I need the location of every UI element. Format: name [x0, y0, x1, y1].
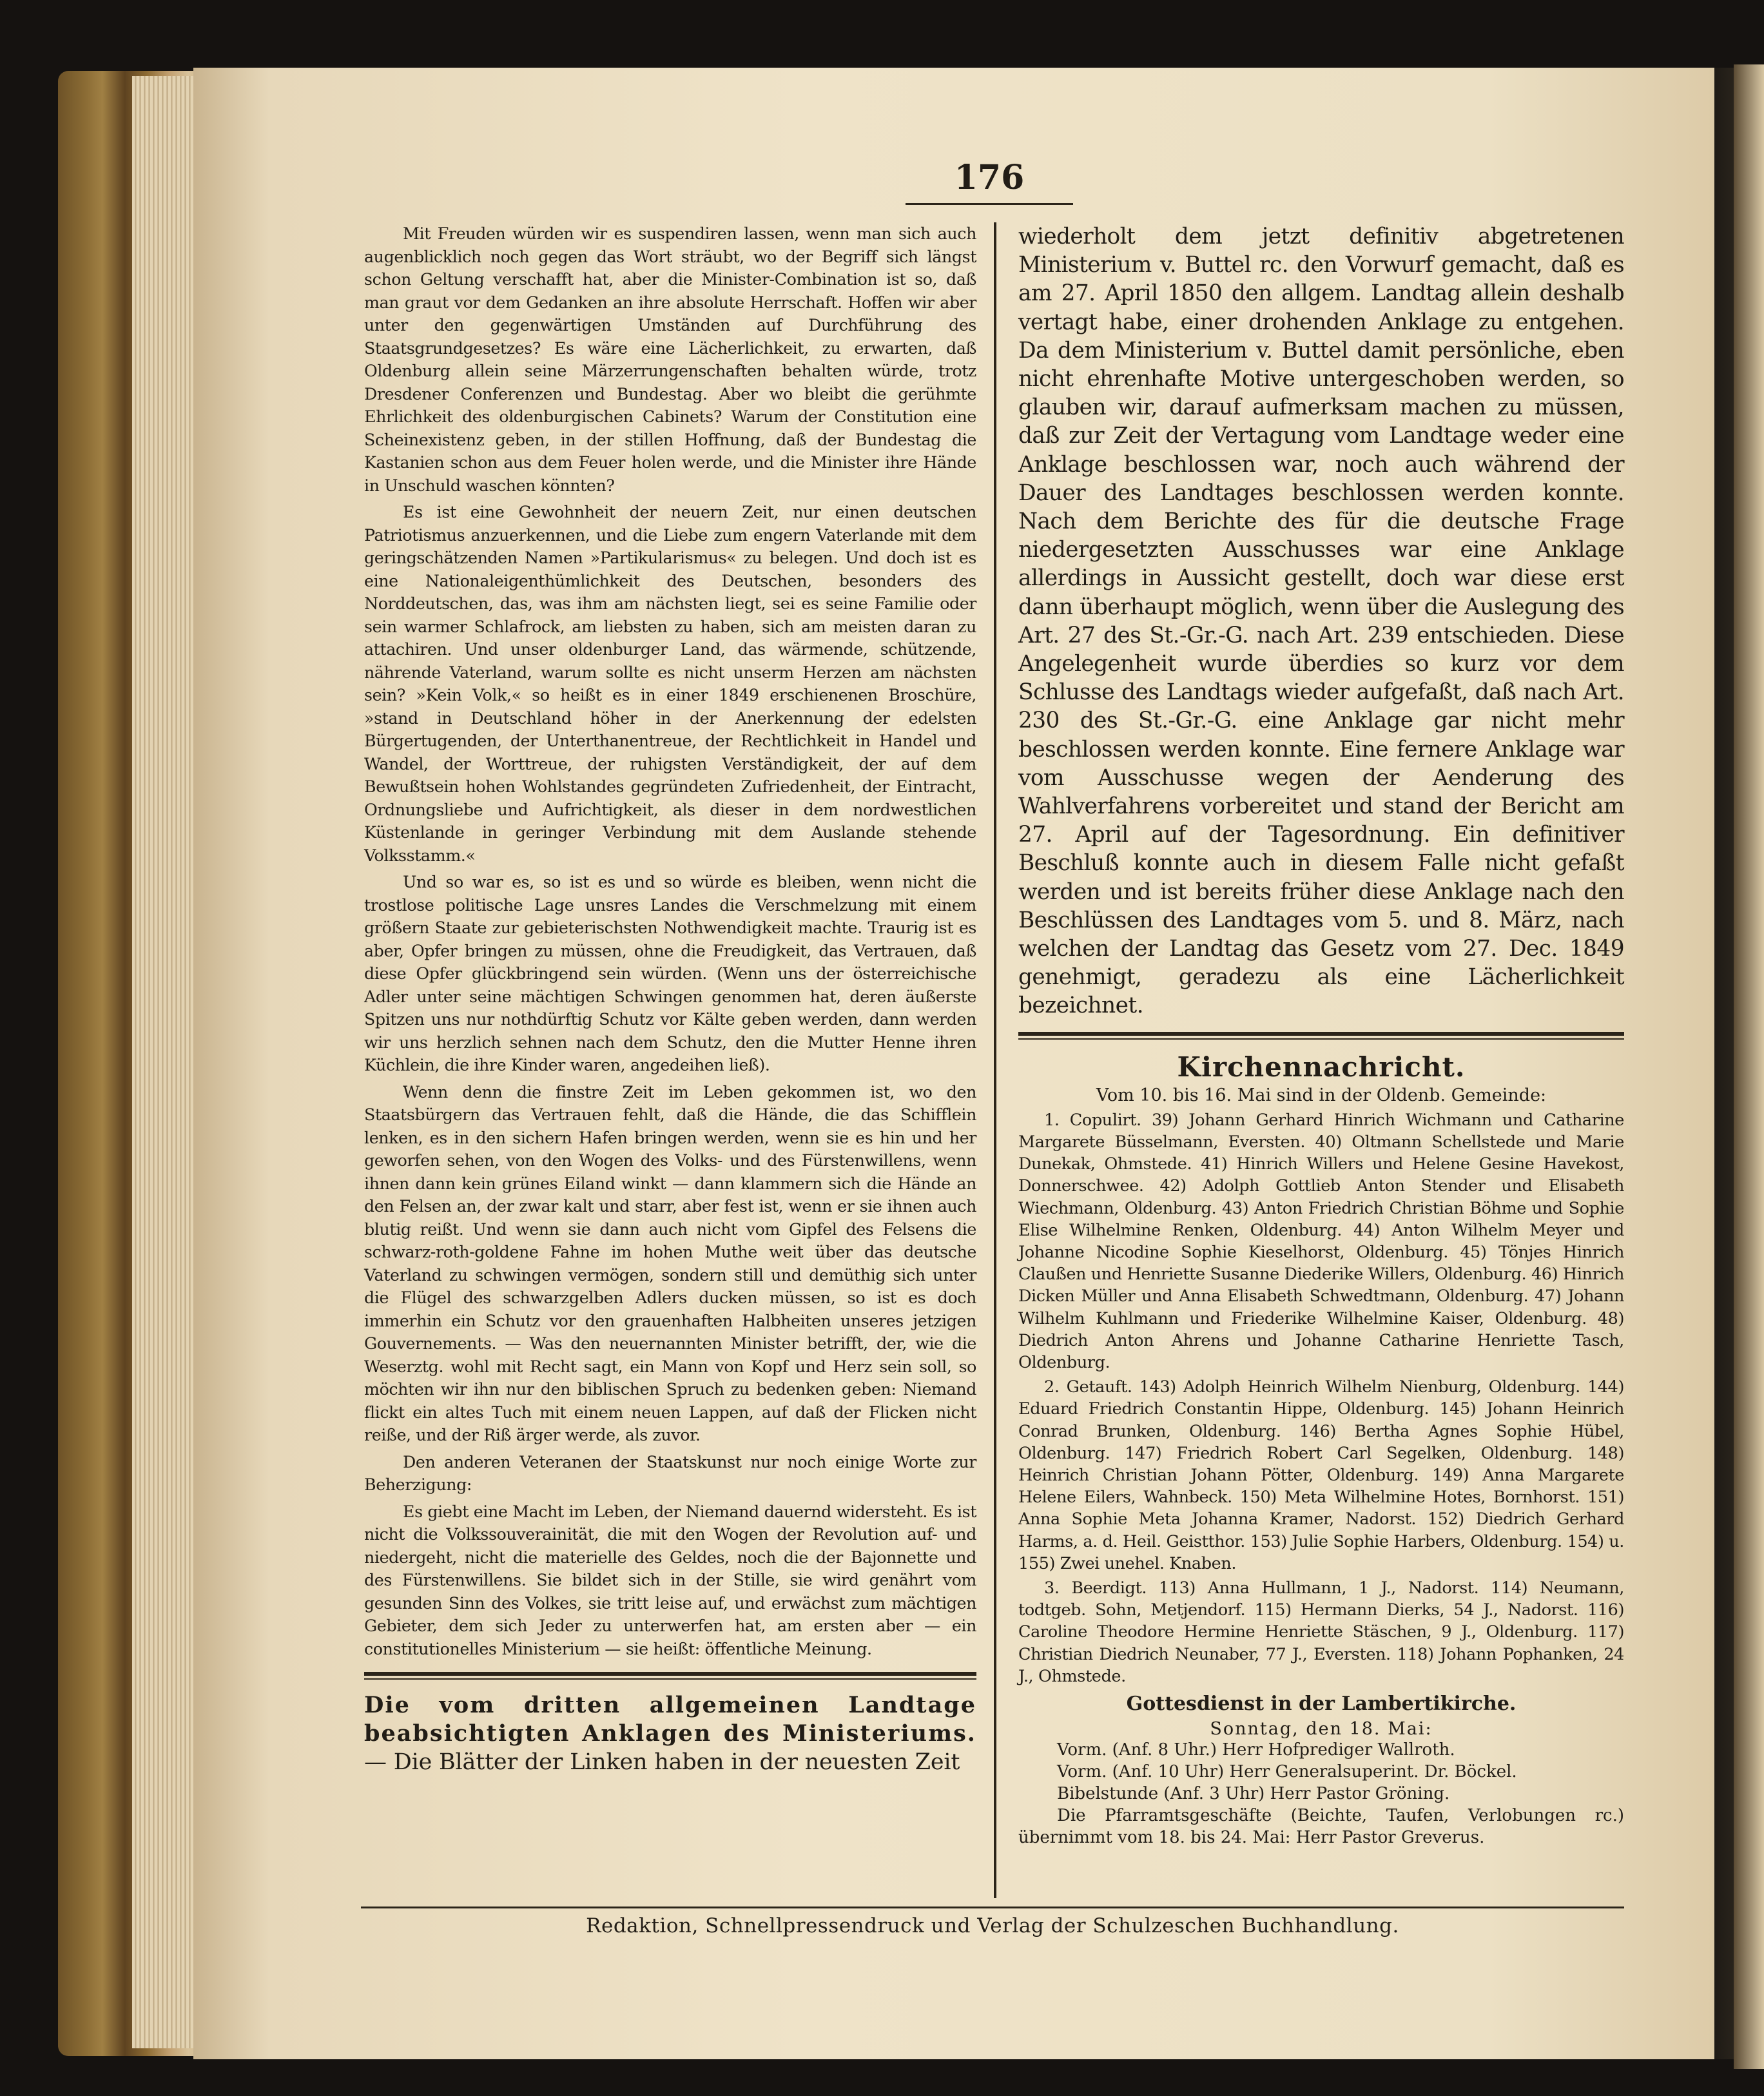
- article-headline: [364, 1691, 976, 1776]
- marriages-list: 1. Copulirt. 39) Johann Gerhard Hinrich Wichmann und Catharine Margarete Büsselmann, Eversten. 40) Oltmann Schellstede und Marie Dunekak, Ohmstede. 41) Hinrich Willers und Helene Gesine Havekost, Donnerschwee. 42) Adolph Gottlieb Anton Stender und Elisabeth Wiechmann, Oldenburg. 43) Anton Friedrich Christian Böhme und Sophie Elise Wilhelmine Renken, Oldenburg. 44) Anton Wilhelm Meyer und Johanne Nicodine Sophie Kieselhorst, Oldenburg. 45) Tönjes Hinrich Claußen und Henriette Susanne Diederike Willers, Oldenburg. 46) Hinrich Dicken Müller und Anna Elisabeth Schwedtmann, Oldenburg. 47) Johann Wilhelm Kuhlmann und Friederike Wilhelmine Kaiser, Oldenburg. 48) Diedrich Anton Ahrens und Johanne Catharine Henriette Tasch, Oldenburg.: [1018, 1110, 1624, 1372]
- footer-rule: [361, 1907, 1624, 1908]
- service-line: Bibelstunde (Anf. 3 Uhr) Herr Pastor Gröning.: [1057, 1783, 1450, 1803]
- service-line: Vorm. (Anf. 10 Uhr) Herr Generalsuperint. Dr. Böckel.: [1057, 1761, 1517, 1781]
- service-line: Vorm. (Anf. 8 Uhr.) Herr Hofprediger Wallroth.: [1057, 1740, 1455, 1760]
- article-continuation: wiederholt dem jetzt definitiv abgetretenen Ministerium v. Buttel rc. den Vorwurf gemacht, daß es am 27. April 1850 den allgem. Landtag allein deshalb vertagt habe, einer drohenden Anklage zu entgehen. Da dem Ministerium v. Buttel damit persönliche, eben nicht ehrenhafte Motive untergeschoben werden, so glauben wir, darauf aufmerksam machen zu müssen, daß zur Zeit der Vertagung vom Landtage weder eine Anklage beschlossen war, noch auch während der Dauer des Landtages beschlossen werden konnte. Nach dem Berichte des für die deutsche Frage niedergesetzten Ausschusses war eine Anklage allerdings in Aussicht gestellt, doch war diese erst dann überhaupt möglich, wenn über die Auslegung des Art. 27 des St.-Gr.-G. nach Art. 239 entschieden. Diese Angelegenheit wurde überdies so kurz vor dem Schlusse des Landtags wieder aufgefaßt, daß nach Art. 230 des St.-Gr.-G. eine Anklage gar nicht mehr beschlossen werden konnte. Eine fernere Anklage war vom Ausschusse wegen der Aenderung des Wahlverfahrens vorbereitet und stand der Bericht am 27. April auf der Tagesordnung. Ein definitiver Beschluß konnte auch in diesem Falle nicht gefaßt werden und ist bereits früher diese Anklage nach den Beschlüssen des Landtages vom 5. und 8. März, nach welchen der Landtag das Gesetz vom 27. Dec. 1849 genehmigt, geradezu als eine Lächerlichkeit bezeichnet.: [1018, 224, 1624, 1019]
- page-edges: [132, 76, 203, 2048]
- baptisms-list: 2. Getauft. 143) Adolph Heinrich Wilhelm Nienburg, Oldenburg. 144) Eduard Friedrich Constantin Hippe, Oldenburg. 145) Johann Heinrich Conrad Brunken, Oldenburg. 146) Bertha Agnes Sophie Hübel, Oldenburg. 147) Friedrich Robert Carl Segelken, Oldenburg. 148) Heinrich Christian Johann Pötter, Oldenburg. 149) Anna Margarete Helene Eilers, Wahnbeck. 150) Meta Wilhelmine Hotes, Bornhorst. 151) Anna Sophie Meta Johanna Kramer, Nadorst. 152) Diedrich Gerhard Harms, a. d. Heil. Geistthor. 153) Julie Sophie Harbers, Oldenburg. 154) u. 155) Zwei unehel. Knaben.: [1018, 1377, 1624, 1573]
- imprint-footer: Redaktion, Schnellpressendruck und Verlag der Schulzeschen Buchhandlung.: [586, 1914, 1399, 1937]
- church-news-title: Kirchennachricht.: [1177, 1051, 1466, 1083]
- paragraph: Es ist eine Gewohnheit der neuern Zeit, nur einen deutschen Patriotismus anzuerkennen, und die Liebe zum engern Vaterlande mit dem geringschätzenden Namen »Partikularismus« zu belegen. Und doch ist es eine Nationaleigenthümlichkeit des Deutschen, besonders des Norddeutschen, das, was ihm am nächsten liegt, sei es seine Familie oder sein warmer Schlafrock, am liebsten zu haben, sich am meisten daran zu attachiren. Und unser oldenburger Land, das wärmende, schützende, nährende Vaterland, warum sollte es nicht unserm Herzen am nächsten sein? »Kein Volk,« so heißt es in einer 1849 erschienenen Broschüre, »stand in Deutschland höher in der Anerkennung der edelsten Bürgertugenden, der Unterthanentreue, der Rechtlichkeit in Handel und Wandel, der Worttreue, der ruhigsten Verständigkeit, der auf dem Bewußtsein hohen Wohlstandes gegründeten Zufriedenheit, der Eintracht, Ordnungsliebe und Aufrichtigkeit, als dieser in dem nordwestlichen Küstenlande in geringer Verbindung mit dem Auslande stehende Volksstamm.«: [364, 503, 976, 865]
- section-divider: [364, 1672, 976, 1680]
- service-title: Gottesdienst in der Lambertikirche.: [1126, 1692, 1517, 1715]
- page-number: 176: [954, 158, 1025, 197]
- left-column: [364, 222, 976, 1776]
- service-day: Sonntag, den 18. Mai:: [1210, 1718, 1433, 1739]
- paragraph: Mit Freuden würden wir es suspendiren lassen, wenn man sich auch augenblicklich noch gegen das Wort sträubt, wo der Begriff sich längst schon Geltung verschafft hat, aber die Minister-Combination ist so, daß man graut vor dem Gedanken an ihre absolute Herrschaft. Hoffen wir aber unter den gegenwärtigen Umständen auf Durchführung des Staatsgrundgesetzes? Es wäre eine Lächerlichkeit, zu erwarten, daß Oldenburg allein seine Märzerrungenschaften behalten würde, trotz Dresdener Conferenzen und Bundestag. Aber wo bleibt die gerühmte Ehrlichkeit des oldenburgischen Cabinets? Warum der Constitution eine Scheinexistenz geben, in der stillen Hoffnung, daß der Bundestag die Kastanien schon aus dem Feuer holen werde, und die Minister ihre Hände in Unschuld waschen könnten?: [364, 224, 976, 495]
- next-page-edge: [1734, 64, 1764, 2069]
- section-divider: [1018, 1032, 1624, 1040]
- paragraph: Wenn denn die finstre Zeit im Leben gekommen ist, wo den Staatsbürgern das Vertrauen fehlt, daß die Hände, die das Schifflein lenken, es in den sichern Hafen bringen werden, wenn sie es hin und her geworfen sehen, von den Wogen des Volks- und des Fürstenwillens, wenn ihnen dann kein grünes Eiland winkt — dann klammern sich die Hände an den Felsen an, der zwar kalt und starr, aber fest ist, wenn er sie ihnen auch blutig reißt. Und wenn sie dann auch nicht vom Gipfel des Felsens die schwarz-roth-goldene Fahne im hohen Muthe weit über das deutsche Vaterland zu schwingen vermögen, sondern still und demüthig sich unter die Flügel des schwarzgelben Adlers ducken müssen, so ist es doch immerhin ein Schutz vor den grauenhaften Halbheiten unseres jetzigen Gouvernements. — Was den neuernannten Minister betrifft, der, wie die Weserztg. wohl mit Recht sagt, ein Mann von Kopf und Herz sein soll, so möchten wir ihn nur den biblischen Spruch zu bedenken geben: Niemand flickt ein altes Tuch mit einem neuen Lappen, auf daß der Flicken nicht reiße, und der Riß ärger werde, als zuvor.: [364, 1082, 976, 1444]
- paragraph: Den anderen Veteranen der Staatskunst nur noch einige Worte zur Beherzigung:: [364, 1452, 976, 1494]
- church-news-subtitle: Vom 10. bis 16. Mai sind in der Oldenb. Gemeinde:: [1096, 1085, 1547, 1105]
- right-column: [1018, 222, 1624, 1849]
- parish-duties-note: Die Pfarramtsgeschäfte (Beichte, Taufen, Verlobungen rc.) übernimmt vom 18. bis 24. Mai: Herr Pastor Greverus.: [1018, 1805, 1624, 1847]
- headline-title: Die vom dritten allgemeinen Landtage beabsichtigten Anklagen des Ministeriums.: [364, 1692, 976, 1747]
- page-number-rule: [906, 203, 1073, 205]
- headline-lead: — Die Blätter der Linken haben in der neuesten Zeit: [364, 1749, 960, 1775]
- burials-list: 3. Beerdigt. 113) Anna Hullmann, 1 J., Nadorst. 114) Neumann, todtgeb. Sohn, Metjendorf. 115) Hermann Dierks, 54 J., Nadorst. 116) Caroline Theodore Hermine Henriette Stäschen, 9 J., Oldenburg. 117) Christian Diedrich Neunaber, 77 J., Eversten. 118) Johann Pophanken, 24 J., Ohmstede.: [1018, 1578, 1624, 1686]
- column-divider: [994, 222, 996, 1898]
- paragraph: Und so war es, so ist es und so würde es bleiben, wenn nicht die trostlose politische Lage unsres Landes die Verschmelzung mit einem größern Staate zur gebieterischsten Nothwendigkeit machte. Traurig ist es aber, Opfer bringen zu müssen, ohne die Freudigkeit, das Vertrauen, daß diese Opfer glückbringend sein würden. (Wenn uns der österreichische Adler unter seine mächtigen Schwingen genommen hat, deren äußerste Spitzen uns nur nothdürftig Schutz vor Kälte geben werden, dann werden wir uns herzlich sehnen nach dem Schutz, den die Mutter Henne ihren Küchlein, die ihre Kinder waren, angedeihen ließ).: [364, 873, 976, 1074]
- paragraph: Es giebt eine Macht im Leben, der Niemand dauernd widersteht. Es ist nicht die Volkssouverainität, die mit den Wogen der Revolution auf- und niedergeht, nicht die materielle des Geldes, noch die der Bajonnette und des Fürstenwillens. Sie bildet sich in der Stille, sie wird genährt vom gesunden Sinn des Volkes, sie tritt leise auf, und erwächst zum mächtigen Gebieter, dem sich Jeder zu unterwerfen hat, am ersten aber — ein constitutionelles Ministerium — sie heißt: öffentliche Meinung.: [364, 1502, 976, 1658]
